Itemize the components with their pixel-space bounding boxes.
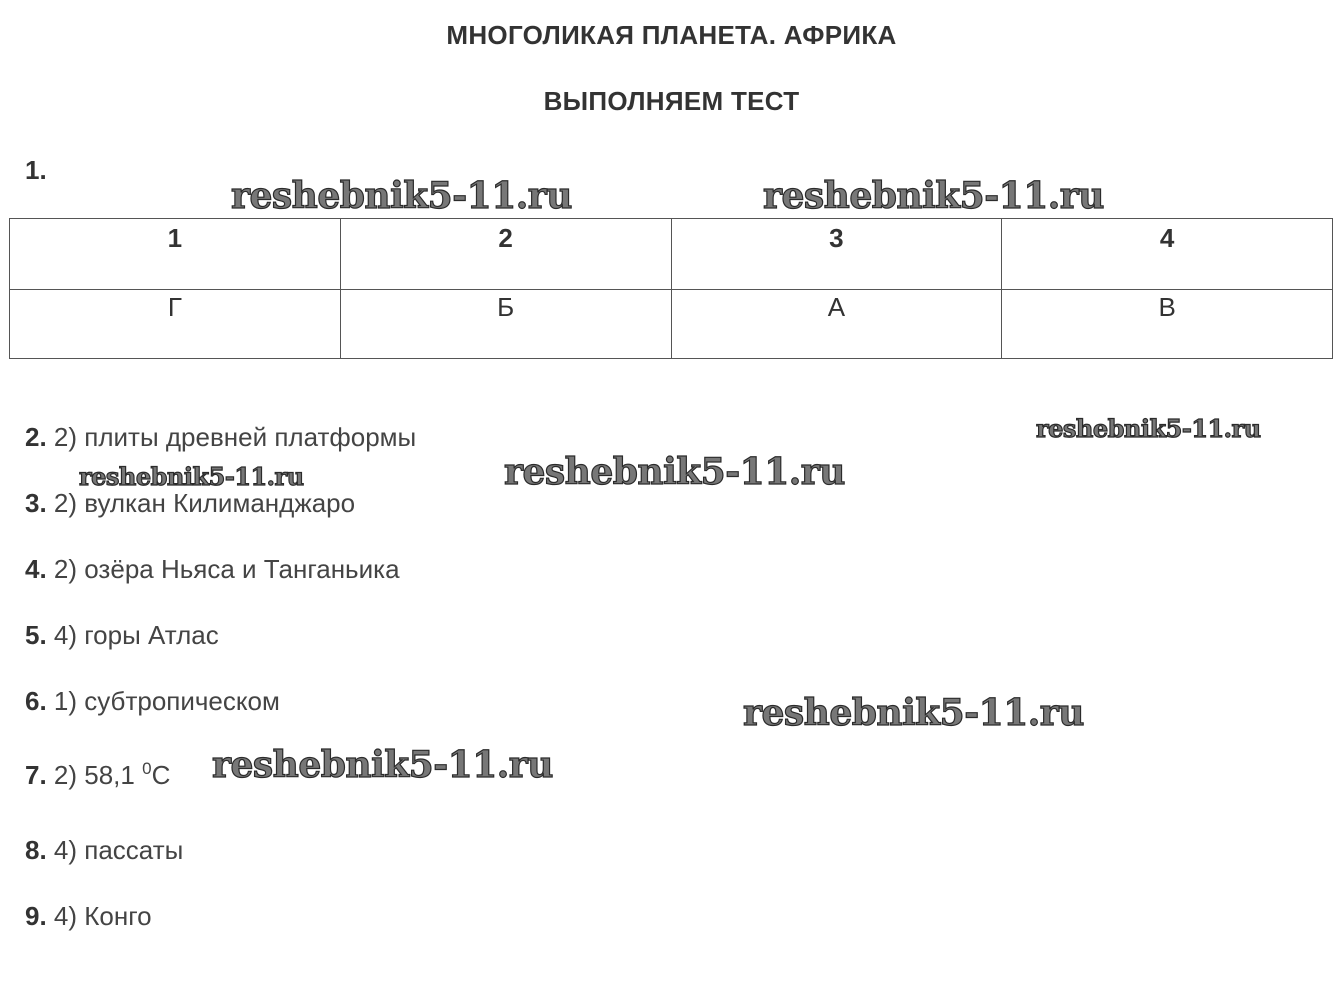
watermark: reshebnik5-11.ru bbox=[504, 451, 845, 493]
answer-item-9 bbox=[25, 901, 152, 932]
table-answer-cell: А bbox=[671, 290, 1002, 359]
answer-text: 4) горы Атлас bbox=[53, 620, 219, 650]
answer-text: 2) 58,1 bbox=[53, 760, 143, 790]
question-1-label: 1. bbox=[25, 155, 47, 185]
table-header-cell: 2 bbox=[340, 219, 671, 290]
table-header-cell: 1 bbox=[10, 219, 341, 290]
table-answer-cell: Г bbox=[10, 290, 341, 359]
table-answer-cell: В bbox=[1002, 290, 1333, 359]
answer-number: 9. bbox=[25, 901, 47, 931]
answer-number: 3. bbox=[25, 488, 47, 518]
answer-item-5 bbox=[25, 620, 219, 651]
answer-item-7 bbox=[25, 760, 170, 791]
answer-item-4 bbox=[25, 554, 400, 585]
table-header-cell: 4 bbox=[1002, 219, 1333, 290]
temperature-unit: С bbox=[151, 760, 171, 790]
watermark: reshebnik5-11.ru bbox=[79, 462, 304, 491]
watermark: reshebnik5-11.ru bbox=[743, 692, 1084, 734]
table-header-row bbox=[10, 219, 1333, 290]
answer-item-8 bbox=[25, 835, 183, 866]
answer-number: 5. bbox=[25, 620, 47, 650]
answer-item-2 bbox=[25, 422, 416, 453]
answer-number: 6. bbox=[25, 686, 47, 716]
page-subtitle: ВЫПОЛНЯЕМ ТЕСТ bbox=[543, 86, 800, 116]
watermark: reshebnik5-11.ru bbox=[1036, 414, 1261, 443]
answer-text: 2) озёра Ньяса и Танганьика bbox=[53, 554, 400, 584]
answer-item-3 bbox=[25, 488, 355, 519]
answer-item-6 bbox=[25, 686, 280, 717]
degree-superscript: 0 bbox=[142, 759, 152, 778]
answer-number: 2. bbox=[25, 422, 47, 452]
watermark: reshebnik5-11.ru bbox=[212, 744, 553, 786]
answer-table bbox=[9, 218, 1333, 359]
table-header-cell: 3 bbox=[671, 219, 1002, 290]
answer-text: 1) субтропическом bbox=[53, 686, 280, 716]
answer-text: 4) пассаты bbox=[53, 835, 184, 865]
answer-text: 2) плиты древней платформы bbox=[53, 422, 417, 452]
table-row bbox=[10, 290, 1333, 359]
page-title: МНОГОЛИКАЯ ПЛАНЕТА. АФРИКА bbox=[446, 20, 897, 50]
answer-number: 8. bbox=[25, 835, 47, 865]
answer-number: 4. bbox=[25, 554, 47, 584]
table-answer-cell: Б bbox=[340, 290, 671, 359]
answer-number: 7. bbox=[25, 760, 47, 790]
watermark: reshebnik5-11.ru bbox=[763, 175, 1104, 217]
answer-text: 4) Конго bbox=[53, 901, 152, 931]
answer-text: 2) вулкан Килиманджаро bbox=[53, 488, 356, 518]
watermark: reshebnik5-11.ru bbox=[231, 175, 572, 217]
